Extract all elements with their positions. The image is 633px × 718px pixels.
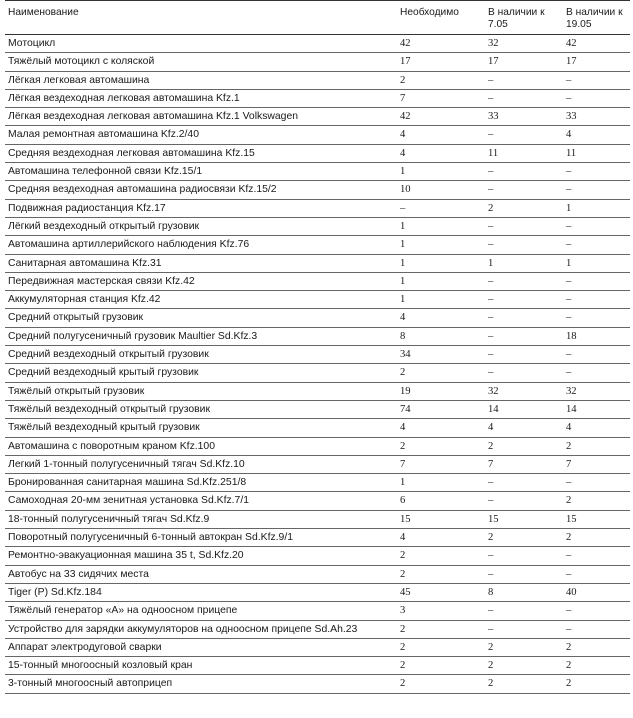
cell-available-19-05: – bbox=[563, 602, 630, 620]
cell-required: 2 bbox=[397, 71, 485, 89]
table-row bbox=[5, 35, 630, 53]
cell-available-7-05: – bbox=[485, 217, 563, 235]
cell-name: Автомашина артиллерийского наблюдения Kfz.76 bbox=[5, 236, 397, 254]
cell-available-7-05: 2 bbox=[485, 437, 563, 455]
table-row bbox=[5, 89, 630, 107]
cell-required: 15 bbox=[397, 510, 485, 528]
table-row bbox=[5, 309, 630, 327]
cell-available-19-05: 14 bbox=[563, 400, 630, 418]
table-row bbox=[5, 108, 630, 126]
cell-name: Санитарная автомашина Kfz.31 bbox=[5, 254, 397, 272]
cell-available-19-05: – bbox=[563, 364, 630, 382]
header-row bbox=[5, 1, 630, 35]
cell-required: 2 bbox=[397, 364, 485, 382]
table-row bbox=[5, 474, 630, 492]
cell-required: 4 bbox=[397, 144, 485, 162]
cell-name: Самоходная 20-мм зенитная установка Sd.Kfz.7/1 bbox=[5, 492, 397, 510]
cell-required: 1 bbox=[397, 217, 485, 235]
cell-required: 2 bbox=[397, 638, 485, 656]
table-row bbox=[5, 419, 630, 437]
cell-required: 1 bbox=[397, 163, 485, 181]
table-row bbox=[5, 638, 630, 656]
cell-available-7-05: – bbox=[485, 89, 563, 107]
cell-available-19-05: – bbox=[563, 620, 630, 638]
table-row bbox=[5, 675, 630, 693]
cell-required: 1 bbox=[397, 236, 485, 254]
cell-name: Мотоцикл bbox=[5, 35, 397, 53]
cell-name: Поворотный полугусеничный 6-тонный автокран Sd.Kfz.9/1 bbox=[5, 529, 397, 547]
cell-available-19-05: 2 bbox=[563, 529, 630, 547]
cell-required: 4 bbox=[397, 529, 485, 547]
cell-name: 3-тонный многоосный автоприцеп bbox=[5, 675, 397, 693]
table-row bbox=[5, 217, 630, 235]
cell-available-7-05: – bbox=[485, 602, 563, 620]
cell-name: Передвижная мастерская связи Kfz.42 bbox=[5, 272, 397, 290]
cell-available-19-05: 2 bbox=[563, 492, 630, 510]
table-row bbox=[5, 163, 630, 181]
cell-required: 2 bbox=[397, 437, 485, 455]
cell-name: Малая ремонтная автомашина Kfz.2/40 bbox=[5, 126, 397, 144]
cell-name: Подвижная радиостанция Kfz.17 bbox=[5, 199, 397, 217]
cell-available-7-05: 32 bbox=[485, 35, 563, 53]
cell-name: Тяжёлый вездеходный открытый грузовик bbox=[5, 400, 397, 418]
cell-available-19-05: 1 bbox=[563, 254, 630, 272]
table-row bbox=[5, 382, 630, 400]
cell-available-7-05: 8 bbox=[485, 583, 563, 601]
cell-required: 4 bbox=[397, 309, 485, 327]
cell-required: 4 bbox=[397, 419, 485, 437]
cell-name: Ремонтно-эвакуационная машина 35 t, Sd.Kfz.20 bbox=[5, 547, 397, 565]
cell-available-19-05: – bbox=[563, 71, 630, 89]
cell-available-19-05: – bbox=[563, 272, 630, 290]
cell-available-7-05: – bbox=[485, 126, 563, 144]
cell-required: 42 bbox=[397, 35, 485, 53]
table-row bbox=[5, 71, 630, 89]
cell-name: Средний вездеходный крытый грузовик bbox=[5, 364, 397, 382]
table-row bbox=[5, 364, 630, 382]
cell-required: 17 bbox=[397, 53, 485, 71]
cell-required: 1 bbox=[397, 291, 485, 309]
cell-available-7-05: – bbox=[485, 327, 563, 345]
cell-available-19-05: – bbox=[563, 291, 630, 309]
header-name: Наименование bbox=[5, 1, 397, 35]
cell-name: Лёгкая вездеходная легковая автомашина Kfz.1 bbox=[5, 89, 397, 107]
cell-name: 15-тонный многоосный козловый кран bbox=[5, 657, 397, 675]
cell-required: 2 bbox=[397, 675, 485, 693]
cell-available-7-05: – bbox=[485, 620, 563, 638]
table-row bbox=[5, 126, 630, 144]
table-row bbox=[5, 602, 630, 620]
cell-name: Тяжёлый вездеходный крытый грузовик bbox=[5, 419, 397, 437]
cell-available-7-05: 32 bbox=[485, 382, 563, 400]
cell-required: 8 bbox=[397, 327, 485, 345]
cell-name: Средняя вездеходная автомашина радиосвязи Kfz.15/2 bbox=[5, 181, 397, 199]
cell-available-7-05: 33 bbox=[485, 108, 563, 126]
cell-available-19-05: – bbox=[563, 547, 630, 565]
cell-available-7-05: 2 bbox=[485, 529, 563, 547]
cell-required: 2 bbox=[397, 565, 485, 583]
cell-available-19-05: 17 bbox=[563, 53, 630, 71]
cell-required: 2 bbox=[397, 657, 485, 675]
table-row bbox=[5, 657, 630, 675]
cell-available-7-05: 2 bbox=[485, 675, 563, 693]
cell-available-7-05: 2 bbox=[485, 657, 563, 675]
cell-available-19-05: – bbox=[563, 474, 630, 492]
cell-required: 2 bbox=[397, 620, 485, 638]
cell-available-19-05: 2 bbox=[563, 437, 630, 455]
table-body bbox=[5, 35, 630, 694]
table-row bbox=[5, 400, 630, 418]
cell-available-19-05: – bbox=[563, 217, 630, 235]
header-required: Необходимо bbox=[397, 1, 485, 35]
cell-available-7-05: – bbox=[485, 163, 563, 181]
cell-name: Тяжёлый открытый грузовик bbox=[5, 382, 397, 400]
cell-available-19-05: 2 bbox=[563, 638, 630, 656]
cell-available-7-05: – bbox=[485, 565, 563, 583]
cell-available-19-05: – bbox=[563, 89, 630, 107]
table-row bbox=[5, 254, 630, 272]
table-row bbox=[5, 620, 630, 638]
cell-required: 6 bbox=[397, 492, 485, 510]
cell-name: Лёгкий вездеходный открытый грузовик bbox=[5, 217, 397, 235]
cell-name: Аккумуляторная станция Kfz.42 bbox=[5, 291, 397, 309]
cell-name: Автобус на 33 сидячих места bbox=[5, 565, 397, 583]
table-row bbox=[5, 291, 630, 309]
table-row bbox=[5, 547, 630, 565]
cell-available-19-05: 4 bbox=[563, 419, 630, 437]
cell-available-7-05: – bbox=[485, 309, 563, 327]
cell-available-19-05: 15 bbox=[563, 510, 630, 528]
cell-available-7-05: 11 bbox=[485, 144, 563, 162]
cell-name: Бронированная санитарная машина Sd.Kfz.251/8 bbox=[5, 474, 397, 492]
table-row bbox=[5, 583, 630, 601]
table-row bbox=[5, 437, 630, 455]
cell-name: Тяжёлый мотоцикл с коляской bbox=[5, 53, 397, 71]
cell-available-7-05: 1 bbox=[485, 254, 563, 272]
cell-available-19-05: – bbox=[563, 236, 630, 254]
cell-available-19-05: 32 bbox=[563, 382, 630, 400]
cell-available-7-05: – bbox=[485, 181, 563, 199]
table-row bbox=[5, 455, 630, 473]
cell-available-7-05: 17 bbox=[485, 53, 563, 71]
vehicle-table bbox=[5, 0, 630, 694]
cell-available-7-05: 2 bbox=[485, 638, 563, 656]
cell-available-19-05: 18 bbox=[563, 327, 630, 345]
table-row bbox=[5, 144, 630, 162]
cell-required: 3 bbox=[397, 602, 485, 620]
cell-name: Устройство для зарядки аккумуляторов на одноосном прицепе Sd.Ah.23 bbox=[5, 620, 397, 638]
cell-available-7-05: – bbox=[485, 364, 563, 382]
table-header bbox=[5, 1, 630, 35]
cell-name: Tiger (P) Sd.Kfz.184 bbox=[5, 583, 397, 601]
cell-name: Лёгкая легковая автомашина bbox=[5, 71, 397, 89]
cell-available-7-05: 15 bbox=[485, 510, 563, 528]
cell-required: 7 bbox=[397, 455, 485, 473]
cell-name: Средний открытый грузовик bbox=[5, 309, 397, 327]
cell-available-19-05: 2 bbox=[563, 657, 630, 675]
cell-name: Тяжёлый генератор «А» на одноосном прицепе bbox=[5, 602, 397, 620]
cell-available-19-05: – bbox=[563, 181, 630, 199]
table-row bbox=[5, 510, 630, 528]
cell-available-19-05: 7 bbox=[563, 455, 630, 473]
table-row bbox=[5, 565, 630, 583]
cell-name: Лёгкая вездеходная легковая автомашина Kfz.1 Volkswagen bbox=[5, 108, 397, 126]
cell-required: 7 bbox=[397, 89, 485, 107]
table-row bbox=[5, 272, 630, 290]
cell-available-7-05: 7 bbox=[485, 455, 563, 473]
cell-available-19-05: 11 bbox=[563, 144, 630, 162]
cell-available-7-05: – bbox=[485, 291, 563, 309]
cell-available-7-05: 2 bbox=[485, 199, 563, 217]
cell-name: Легкий 1-тонный полугусеничный тягач Sd.Kfz.10 bbox=[5, 455, 397, 473]
cell-available-7-05: – bbox=[485, 236, 563, 254]
cell-required: 2 bbox=[397, 547, 485, 565]
header-available-7-05: В наличии к 7.05 bbox=[485, 1, 563, 35]
cell-available-19-05: – bbox=[563, 309, 630, 327]
cell-name: Средний полугусеничный грузовик Maultier Sd.Kfz.3 bbox=[5, 327, 397, 345]
cell-required: 34 bbox=[397, 346, 485, 364]
cell-available-19-05: 1 bbox=[563, 199, 630, 217]
cell-available-19-05: 4 bbox=[563, 126, 630, 144]
cell-name: Аппарат электродуговой сварки bbox=[5, 638, 397, 656]
cell-available-19-05: – bbox=[563, 565, 630, 583]
table-row bbox=[5, 529, 630, 547]
cell-required: 1 bbox=[397, 474, 485, 492]
cell-required: 10 bbox=[397, 181, 485, 199]
cell-required: – bbox=[397, 199, 485, 217]
cell-required: 1 bbox=[397, 254, 485, 272]
cell-available-7-05: – bbox=[485, 71, 563, 89]
cell-available-7-05: – bbox=[485, 346, 563, 364]
cell-available-19-05: 2 bbox=[563, 675, 630, 693]
cell-available-19-05: 42 bbox=[563, 35, 630, 53]
cell-available-7-05: 14 bbox=[485, 400, 563, 418]
header-available-19-05: В наличии к 19.05 bbox=[563, 1, 630, 35]
table-row bbox=[5, 236, 630, 254]
cell-available-19-05: 33 bbox=[563, 108, 630, 126]
cell-name: Автомашина с поворотным краном Kfz.100 bbox=[5, 437, 397, 455]
cell-name: 18-тонный полугусеничный тягач Sd.Kfz.9 bbox=[5, 510, 397, 528]
cell-required: 45 bbox=[397, 583, 485, 601]
cell-available-19-05: – bbox=[563, 346, 630, 364]
table-row bbox=[5, 346, 630, 364]
table-row bbox=[5, 199, 630, 217]
cell-available-7-05: – bbox=[485, 272, 563, 290]
cell-required: 42 bbox=[397, 108, 485, 126]
cell-available-7-05: – bbox=[485, 492, 563, 510]
cell-available-7-05: – bbox=[485, 474, 563, 492]
cell-name: Средняя вездеходная легковая автомашина Kfz.15 bbox=[5, 144, 397, 162]
table-row bbox=[5, 327, 630, 345]
cell-required: 74 bbox=[397, 400, 485, 418]
cell-name: Автомашина телефонной связи Kfz.15/1 bbox=[5, 163, 397, 181]
cell-required: 1 bbox=[397, 272, 485, 290]
cell-name: Средний вездеходный открытый грузовик bbox=[5, 346, 397, 364]
table-row bbox=[5, 492, 630, 510]
cell-available-19-05: – bbox=[563, 163, 630, 181]
cell-required: 19 bbox=[397, 382, 485, 400]
cell-available-19-05: 40 bbox=[563, 583, 630, 601]
table-row bbox=[5, 181, 630, 199]
cell-available-7-05: 4 bbox=[485, 419, 563, 437]
cell-available-7-05: – bbox=[485, 547, 563, 565]
cell-required: 4 bbox=[397, 126, 485, 144]
table-row bbox=[5, 53, 630, 71]
